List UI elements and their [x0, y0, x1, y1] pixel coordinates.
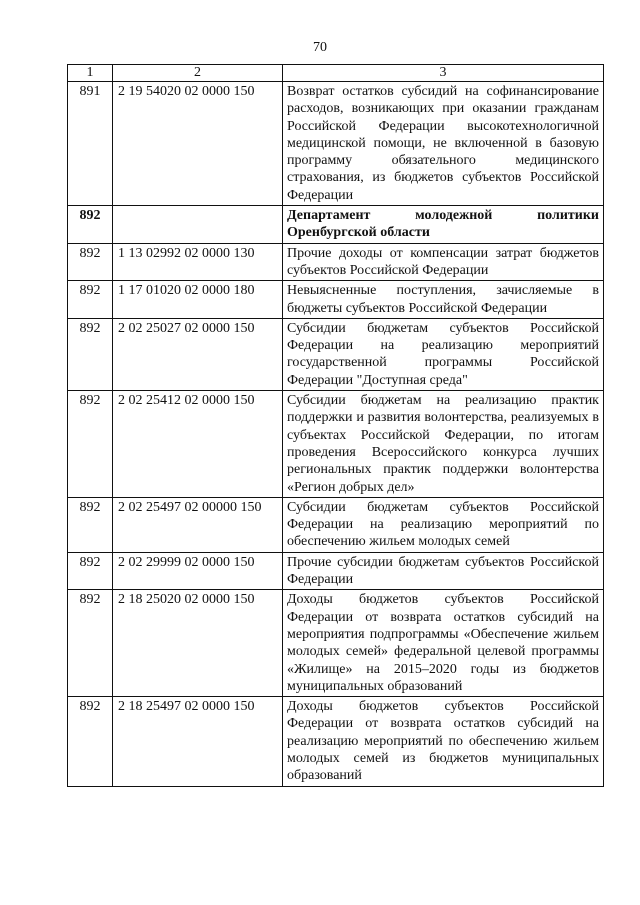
revenue-code-cell: 2 02 29999 02 0000 150 — [113, 552, 283, 590]
table-row — [68, 590, 604, 697]
table-header-row — [68, 65, 604, 82]
column-header-2: 2 — [113, 65, 283, 82]
revenue-codes-table — [67, 64, 604, 787]
revenue-code-cell: 2 02 25027 02 0000 150 — [113, 318, 283, 390]
admin-code-cell: 892 — [68, 206, 113, 244]
admin-code-cell: 892 — [68, 697, 113, 786]
revenue-code-cell: 2 18 25020 02 0000 150 — [113, 590, 283, 697]
revenue-description-cell: Невыясненные поступления, зачисляемые в бюджеты субъектов Российской Федерации — [283, 281, 604, 319]
admin-code-cell: 892 — [68, 243, 113, 281]
revenue-description-cell: Субсидии бюджетам на реализацию практик поддержки и развития волонтерства, реализуемых в субъектах Российской Федерации, по итогам проведения Всероссийского конкурса лучших региональных практик поддержки волонтерства «Регион добрых дел» — [283, 391, 604, 498]
table-row — [68, 697, 604, 786]
revenue-description-cell: Доходы бюджетов субъектов Российской Федерации от возврата остатков субсидий на реализацию мероприятий по обеспечению жильем молодых семей из бюджетов муниципальных образований — [283, 697, 604, 786]
revenue-description-cell: Прочие субсидии бюджетам субъектов Российской Федерации — [283, 552, 604, 590]
revenue-code-cell — [113, 206, 283, 244]
admin-code-cell: 892 — [68, 497, 113, 552]
department-name-cell: Департамент молодежной политики Оренбургской области — [283, 206, 604, 244]
revenue-description-cell: Субсидии бюджетам субъектов Российской Федерации на реализацию мероприятий по обеспечению жильем молодых семей — [283, 497, 604, 552]
revenue-description-cell: Субсидии бюджетам субъектов Российской Федерации на реализацию мероприятий государственной программы Российской Федерации "Доступная среда" — [283, 318, 604, 390]
table-row — [68, 497, 604, 552]
table-row — [68, 552, 604, 590]
revenue-code-cell: 1 13 02992 02 0000 130 — [113, 243, 283, 281]
revenue-code-cell: 2 02 25412 02 0000 150 — [113, 391, 283, 498]
revenue-code-cell: 1 17 01020 02 0000 180 — [113, 281, 283, 319]
table-row — [68, 243, 604, 281]
revenue-description-cell: Доходы бюджетов субъектов Российской Федерации от возврата остатков субсидий на мероприятия подпрограммы «Обеспечение жильем молодых семей» федеральной целевой программы «Жилище» на 2015–2020 годы из бюджетов муниципальных образований — [283, 590, 604, 697]
admin-code-cell: 892 — [68, 552, 113, 590]
admin-code-cell: 892 — [68, 391, 113, 498]
column-header-1: 1 — [68, 65, 113, 82]
revenue-description-cell: Прочие доходы от компенсации затрат бюджетов субъектов Российской Федерации — [283, 243, 604, 281]
column-header-3: 3 — [283, 65, 604, 82]
admin-code-cell: 891 — [68, 82, 113, 206]
table-row — [68, 82, 604, 206]
table-row — [68, 318, 604, 390]
page-number: 70 — [313, 40, 327, 55]
admin-code-cell: 892 — [68, 590, 113, 697]
table-row — [68, 281, 604, 319]
admin-code-cell: 892 — [68, 318, 113, 390]
revenue-code-cell: 2 19 54020 02 0000 150 — [113, 82, 283, 206]
revenue-code-cell: 2 18 25497 02 0000 150 — [113, 697, 283, 786]
table-row — [68, 391, 604, 498]
department-header-row — [68, 206, 604, 244]
admin-code-cell: 892 — [68, 281, 113, 319]
revenue-code-cell: 2 02 25497 02 00000 150 — [113, 497, 283, 552]
revenue-description-cell: Возврат остатков субсидий на софинансирование расходов, возникающих при оказании гражданам Российской Федерации высокотехнологичной медицинской помощи, не включенной в базовую программу обязательного медицинского страхования, из бюджетов субъектов Российской Федерации — [283, 82, 604, 206]
